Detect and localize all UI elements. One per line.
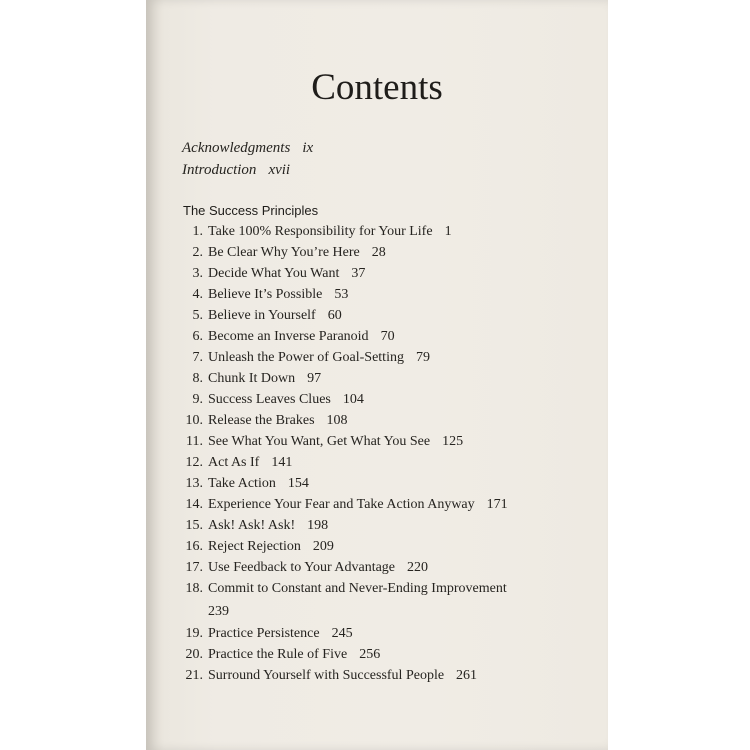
entry-title: Commit to Constant and Never-Ending Improvement (208, 581, 507, 596)
entry-number: 1. (192, 224, 203, 239)
entry-title: Become an Inverse Paranoid (208, 329, 369, 344)
entry-page: 209 (312, 539, 334, 554)
entry-title: Release the Brakes (208, 413, 315, 428)
entry-title: Be Clear Why You’re Here (208, 245, 360, 260)
entry-page: 256 (359, 647, 381, 662)
entry-page: 97 (307, 371, 322, 386)
entry-number: 4. (192, 287, 203, 302)
entry-number: 15. (185, 518, 203, 533)
entry-number: 16. (185, 539, 203, 554)
entry-title: Believe It’s Possible (208, 287, 323, 302)
entry-title: Practice Persistence (208, 626, 320, 641)
entry-number: 19. (185, 626, 203, 641)
entry-number: 12. (185, 455, 203, 470)
entry-number: 21. (185, 668, 203, 683)
entry-number: 3. (192, 266, 203, 281)
entry-title: Act As If (208, 455, 260, 470)
entry-title: Decide What You Want (208, 266, 340, 281)
entry-number: 11. (186, 434, 203, 449)
section-heading: The Success Principles (183, 203, 319, 218)
entry-page: 171 (486, 497, 508, 512)
entry-title: Unleash the Power of Goal-Setting (208, 350, 404, 365)
entry-title: Take 100% Responsibility for Your Life (208, 224, 433, 239)
entry-page: 37 (351, 266, 366, 281)
front-matter-label: Acknowledgments (182, 140, 291, 156)
front-matter-label: Introduction (182, 162, 257, 178)
entry-number: 6. (192, 329, 203, 344)
entry-number: 18. (185, 581, 203, 596)
entry-number: 2. (192, 245, 203, 260)
entry-number: 17. (185, 560, 203, 575)
front-matter (182, 137, 313, 181)
entry-number: 8. (192, 371, 203, 386)
entry-title: Experience Your Fear and Take Action Anyway (208, 497, 475, 512)
entry-title: Success Leaves Clues (208, 392, 331, 407)
entry-page: 60 (327, 308, 342, 323)
entry-title: Ask! Ask! Ask! (208, 518, 296, 533)
entry-page: 220 (407, 560, 429, 575)
entry-page: 141 (271, 455, 293, 470)
entry-number: 10. (185, 413, 203, 428)
entry-number: 9. (192, 392, 203, 407)
entry-page: 261 (456, 668, 478, 683)
book-page (146, 0, 608, 750)
entry-title: Use Feedback to Your Advantage (208, 560, 396, 575)
entry-page: 239 (208, 604, 229, 619)
entry-title: Reject Rejection (208, 539, 301, 554)
entry-number: 7. (192, 350, 203, 365)
entry-page: 1 (444, 224, 452, 239)
front-matter-page: xvii (268, 162, 291, 178)
entry-title: Believe in Yourself (208, 308, 316, 323)
front-matter-item (182, 159, 313, 181)
entry-title: Take Action (208, 476, 276, 491)
entry-page: 53 (334, 287, 349, 302)
entry-page: 108 (326, 413, 348, 428)
entry-title: Practice the Rule of Five (208, 647, 348, 662)
entry-page: 70 (380, 329, 395, 344)
entry-page: 154 (287, 476, 309, 491)
entry-page: 104 (342, 392, 364, 407)
entry-title: Chunk It Down (208, 371, 296, 386)
entry-page: 198 (307, 518, 329, 533)
entry-page: 125 (442, 434, 464, 449)
entry-page: 28 (371, 245, 386, 260)
entry-page: 79 (415, 350, 430, 365)
entry-number: 13. (185, 476, 203, 491)
entry-title: See What You Want, Get What You See (208, 434, 431, 449)
front-matter-page: ix (302, 140, 314, 156)
entry-number: 20. (185, 647, 203, 662)
entry-number: 14. (185, 497, 203, 512)
page-title: Contents (311, 67, 443, 108)
front-matter-item (182, 137, 313, 159)
entry-title: Surround Yourself with Successful People (208, 668, 445, 683)
entry-page: 245 (331, 626, 353, 641)
entry-number: 5. (192, 308, 203, 323)
